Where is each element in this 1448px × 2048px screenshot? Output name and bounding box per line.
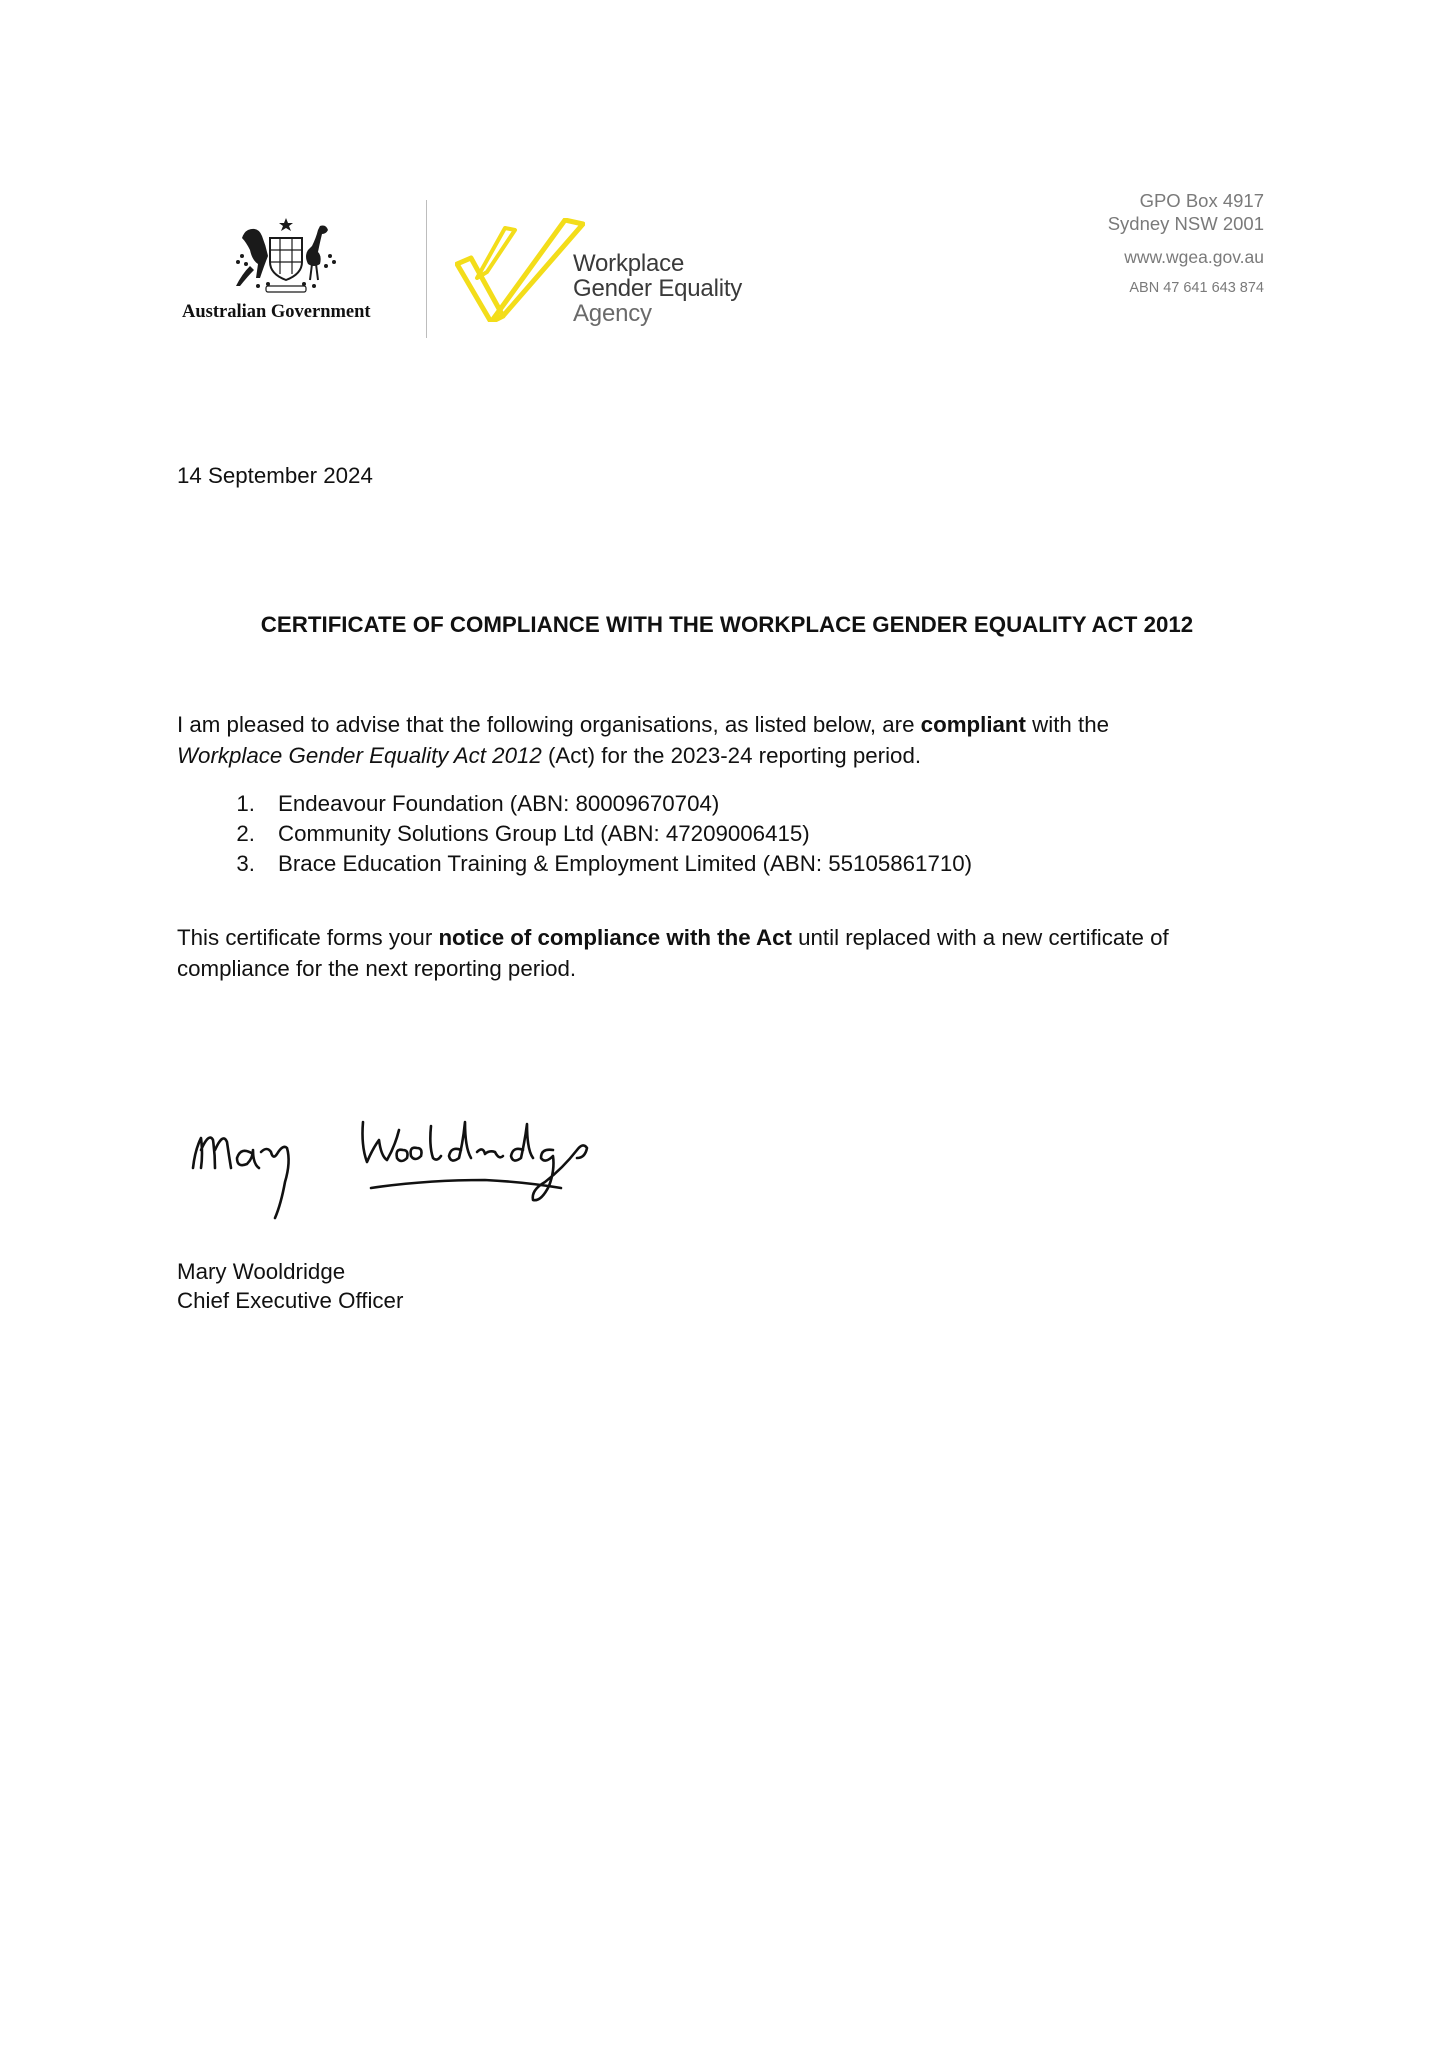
list-item-text: Community Solutions Group Ltd (ABN: 47209006415) xyxy=(278,821,810,846)
para2-bold-notice: notice of compliance with the Act xyxy=(438,925,792,950)
para1-text-after: with the xyxy=(1025,712,1110,737)
para2-line2: compliance for the next reporting period. xyxy=(177,956,577,981)
agency-abn: ABN 47 641 643 874 xyxy=(1129,280,1264,296)
agency-name-line2: Gender Equality xyxy=(573,275,743,302)
government-name: Australian Government xyxy=(182,302,371,322)
compliance-paragraph xyxy=(177,709,1109,771)
agency-name-line1: Workplace xyxy=(573,250,685,277)
agency-name-line3: Agency xyxy=(573,300,652,327)
signatory-name: Mary Wooldridge xyxy=(177,1259,346,1284)
para1-text-start: I am pleased to advise that the following organisations, as listed below, are xyxy=(177,712,921,737)
list-item xyxy=(177,789,972,819)
para1-bold-compliant: compliant xyxy=(920,712,1026,737)
header-divider xyxy=(426,200,427,338)
list-item xyxy=(177,819,972,849)
list-item-number: 1. xyxy=(236,791,255,816)
list-item-text: Brace Education Training & Employment Limited (ABN: 55105861710) xyxy=(278,851,973,876)
organisation-list xyxy=(177,789,972,879)
address-line1: GPO Box 4917 xyxy=(1139,190,1264,211)
letter-date: 14 September 2024 xyxy=(177,463,373,488)
para1-text-end: (Act) for the 2023-24 reporting period. xyxy=(541,743,922,768)
para2-text-after: until replaced with a new certificate of xyxy=(791,925,1169,950)
certificate-heading: CERTIFICATE OF COMPLIANCE WITH THE WORKPLACE GENDER EQUALITY ACT 2012 xyxy=(260,612,1194,637)
list-item xyxy=(177,849,972,879)
list-item-number: 3. xyxy=(236,851,255,876)
list-item-number: 2. xyxy=(236,821,255,846)
address-line2: Sydney NSW 2001 xyxy=(1107,213,1264,234)
list-item-text: Endeavour Foundation (ABN: 80009670704) xyxy=(278,791,720,816)
coat-of-arms-icon xyxy=(228,216,344,296)
wgea-logo-mark-icon xyxy=(455,218,585,322)
website-link[interactable]: www.wgea.gov.au xyxy=(1124,247,1264,267)
notice-paragraph xyxy=(177,922,1169,984)
para2-text-start: This certificate forms your xyxy=(177,925,439,950)
signatory-title: Chief Executive Officer xyxy=(177,1288,404,1313)
signature-image xyxy=(185,1110,705,1230)
act-name-italic: Workplace Gender Equality Act 2012 xyxy=(177,743,542,768)
